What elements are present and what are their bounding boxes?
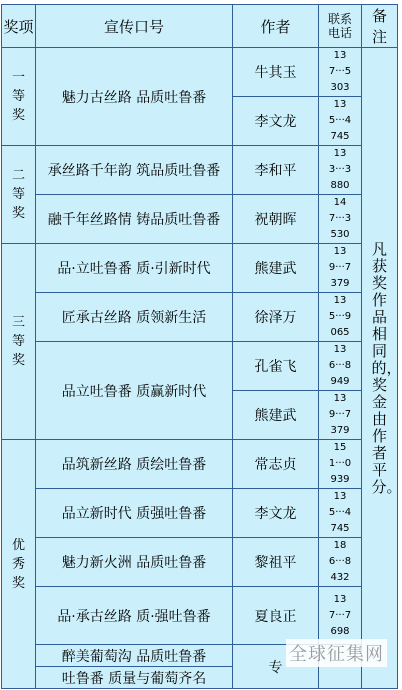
table-row <box>2 440 398 489</box>
header-row <box>2 5 398 48</box>
table-row <box>2 587 398 645</box>
note-text: 凡获奖作品相同的，奖金由作者平分。 <box>371 239 402 496</box>
author-cell: 夏良正 <box>233 587 319 645</box>
table-row <box>2 48 398 97</box>
author-cell: 李和平 <box>233 146 319 195</box>
phone-cell: 14 7···3 530 <box>319 195 362 244</box>
slogan-cell: 承丝路千年韵 筑品质吐鲁番 <box>36 146 233 195</box>
header-slogan: 宣传口号 <box>36 5 233 48</box>
slogan-cell: 魅力古丝路 品质吐鲁番 <box>36 48 233 146</box>
table-row <box>2 293 398 342</box>
author-cell: 牛其玉 <box>233 48 319 97</box>
phone-cell: 13 5···9 065 <box>319 293 362 342</box>
prize-cell-excellence: 优秀奖 <box>2 440 36 689</box>
author-cell: 黎祖平 <box>233 538 319 587</box>
slogan-cell: 醉美葡萄沟 品质吐鲁番 <box>36 645 233 667</box>
watermark: 全球征集网 <box>286 639 387 667</box>
author-cell: 李文龙 <box>233 489 319 538</box>
header-contact: 联系电话 <box>319 5 362 48</box>
slogan-cell: 品立新时代 质强吐鲁番 <box>36 489 233 538</box>
phone-cell: 13 6···8 949 <box>319 342 362 391</box>
table-row <box>2 489 398 538</box>
phone-cell: 13 9···7 379 <box>319 244 362 293</box>
prize-cell-second: 二等奖 <box>2 146 36 244</box>
author-cell: 常志贞 <box>233 440 319 489</box>
header-prize: 奖项 <box>2 5 36 48</box>
header-author: 作者 <box>233 5 319 48</box>
slogan-cell: 品·立吐鲁番 质·引新时代 <box>36 244 233 293</box>
phone-cell: 13 5···4 745 <box>319 97 362 146</box>
phone-cell: 13 5···4 745 <box>319 489 362 538</box>
awards-table <box>1 4 402 689</box>
author-cell: 祝朝晖 <box>233 195 319 244</box>
table-row <box>2 195 398 244</box>
author-cell: 孔雀飞 <box>233 342 319 391</box>
author-cell: 徐泽万 <box>233 293 319 342</box>
header-note: 备注 <box>362 5 398 48</box>
author-cell: 专 <box>233 645 319 689</box>
slogan-cell: 匠承古丝路 质领新生活 <box>36 293 233 342</box>
table-row <box>2 538 398 587</box>
author-cell: 熊建武 <box>233 391 319 440</box>
phone-cell: 13 7···5 303 <box>319 48 362 97</box>
phone-cell: 15 1···0 939 <box>319 440 362 489</box>
table-row <box>2 146 398 195</box>
note-cell <box>362 48 402 689</box>
slogan-cell: 融千年丝路情 铸品质吐鲁番 <box>36 195 233 244</box>
slogan-cell: 品立吐鲁番 质赢新时代 <box>36 342 233 440</box>
phone-cell: 13 7···7 698 <box>319 587 362 645</box>
phone-cell: 13 9···7 379 <box>319 391 362 440</box>
author-cell: 李文龙 <box>233 97 319 146</box>
author-cell: 熊建武 <box>233 244 319 293</box>
phone-cell: 13 3···3 880 <box>319 146 362 195</box>
prize-cell-third: 三等奖 <box>2 244 36 440</box>
slogan-cell: 魅力新火洲 品质吐鲁番 <box>36 538 233 587</box>
table-row <box>2 244 398 293</box>
slogan-cell: 品筑新丝路 质绘吐鲁番 <box>36 440 233 489</box>
slogan-cell: 吐鲁番 质量与葡萄齐名 <box>36 667 233 689</box>
prize-cell-first: 一等奖 <box>2 48 36 146</box>
phone-cell: 18 6···8 432 <box>319 538 362 587</box>
table-row <box>2 342 398 391</box>
slogan-cell: 品·承古丝路 质·强吐鲁番 <box>36 587 233 645</box>
